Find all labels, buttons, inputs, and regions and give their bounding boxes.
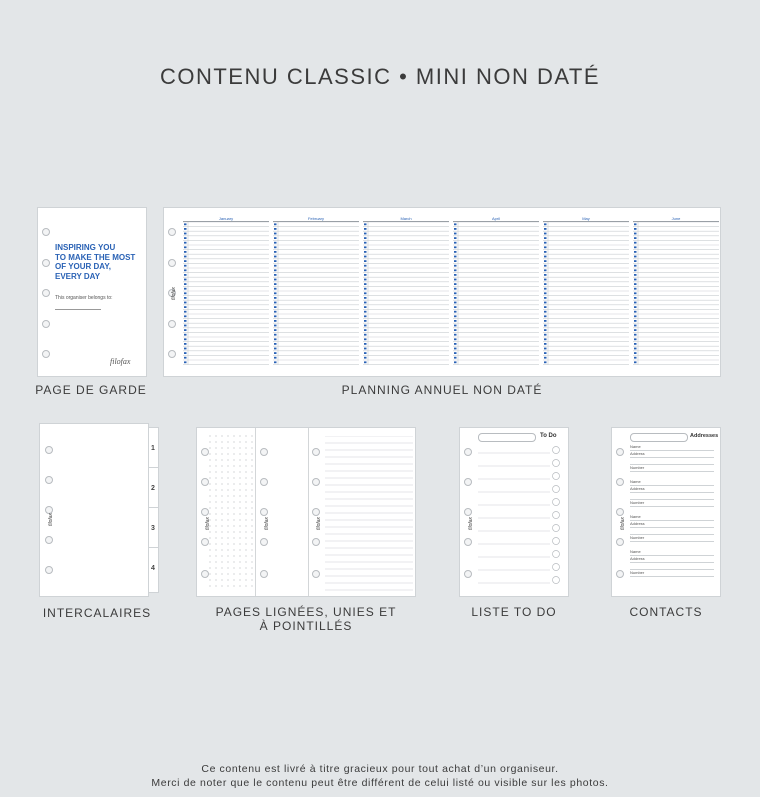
punch-hole — [45, 476, 53, 484]
page-divider-line — [308, 428, 309, 596]
punch-hole — [260, 478, 268, 486]
month-header: May — [543, 216, 629, 222]
punch-hole — [45, 536, 53, 544]
contact-name-label: Name — [630, 549, 714, 556]
contact-name-label: Name — [630, 514, 714, 521]
cover-brand-logo: filofax — [110, 357, 131, 366]
contacts-heading-box — [630, 433, 688, 442]
punch-hole — [42, 289, 50, 297]
contact-address-label: Address — [630, 521, 714, 528]
punch-hole — [42, 228, 50, 236]
punch-hole — [260, 538, 268, 546]
footer-line: Ce contenu est livré à titre gracieux pour tout achat d’un organiseur. — [201, 763, 559, 775]
cover-slogan-line: OF YOUR DAY, — [55, 262, 112, 271]
lined-page-pattern — [325, 436, 413, 592]
dotted-page-pattern — [208, 434, 254, 590]
contact-blank-line — [630, 493, 714, 500]
contact-block — [630, 514, 714, 542]
punch-hole — [168, 320, 176, 328]
contact-number-label: Number — [630, 570, 714, 577]
punch-hole — [201, 508, 209, 516]
cover-slogan — [55, 243, 147, 281]
contact-address-label: Address — [630, 486, 714, 493]
punch-hole — [464, 478, 472, 486]
notes-caption — [197, 605, 415, 633]
contacts-caption: CONTACTS — [629, 605, 703, 619]
notes-caption-line: À POINTILLÉS — [259, 619, 353, 633]
month-header: March — [363, 216, 449, 222]
punch-hole — [42, 259, 50, 267]
punch-hole — [464, 538, 472, 546]
punch-hole — [616, 478, 624, 486]
todo-heading: To Do — [540, 433, 557, 439]
divider-tab-label: 1 — [151, 445, 155, 452]
punch-hole — [168, 259, 176, 267]
notes-brand: filofax — [316, 516, 322, 530]
page-title: CONTENU CLASSIC • MINI NON DATÉ — [159, 64, 601, 89]
punch-hole — [201, 448, 209, 456]
todo-heading-box — [478, 433, 536, 442]
divider-tab-label: 2 — [151, 485, 155, 492]
footer-note — [0, 762, 760, 790]
contact-name-label: Name — [630, 479, 714, 486]
month-header: February — [273, 216, 359, 222]
cover-owner-label: This organiser belongs to: — [55, 295, 113, 301]
punch-hole — [45, 566, 53, 574]
page-divider-line — [255, 428, 256, 596]
contacts-heading: Addresses — [690, 433, 719, 439]
todo-caption: LISTE TO DO — [471, 605, 557, 619]
notes-brand: filofax — [264, 516, 270, 530]
punch-hole — [42, 350, 50, 358]
punch-hole — [168, 350, 176, 358]
cover-slogan-line: EVERY DAY — [55, 271, 101, 281]
punch-hole — [312, 538, 320, 546]
cover-caption: PAGE DE GARDE — [35, 383, 147, 397]
punch-hole — [616, 570, 624, 578]
punch-hole — [260, 448, 268, 456]
todo-brand: filofax — [468, 516, 474, 530]
dividers-caption: INTERCALAIRES — [42, 606, 152, 620]
punch-hole — [312, 570, 320, 578]
notes-caption-line: PAGES LIGNÉES, UNIES ET — [215, 605, 397, 619]
contact-address-label: Address — [630, 556, 714, 563]
footer-line: Merci de noter que le contenu peut être différent de celui listé ou visible sur les photos. — [151, 777, 609, 789]
todo-lines — [478, 444, 566, 590]
punch-hole — [464, 448, 472, 456]
month-header: January — [183, 216, 269, 222]
contact-number-label: Number — [630, 500, 714, 507]
punch-hole — [45, 446, 53, 454]
contact-blank-line — [630, 458, 714, 465]
contact-block — [630, 444, 714, 472]
contact-address-label: Address — [630, 451, 714, 458]
divider-tab-label: 3 — [151, 525, 155, 532]
planner-brand: filofax — [171, 286, 177, 300]
punch-hole — [616, 448, 624, 456]
divider-sheet — [40, 424, 148, 596]
punch-hole — [464, 508, 472, 516]
contact-blank-line — [630, 528, 714, 535]
planner-caption: PLANNING ANNUEL NON DATÉ — [341, 383, 543, 397]
contacts-brand: filofax — [620, 516, 626, 530]
punch-hole — [42, 320, 50, 328]
punch-hole — [464, 570, 472, 578]
planner-grid — [183, 222, 720, 370]
cover-owner-line — [55, 309, 101, 310]
contact-number-label: Number — [630, 535, 714, 542]
punch-hole — [616, 538, 624, 546]
contact-block — [630, 479, 714, 507]
punch-hole — [260, 570, 268, 578]
punch-hole — [201, 478, 209, 486]
punch-hole — [312, 448, 320, 456]
notes-brand: filofax — [205, 516, 211, 530]
contact-blank-line — [630, 563, 714, 570]
contact-number-label: Number — [630, 465, 714, 472]
month-header: April — [453, 216, 539, 222]
contact-block — [630, 549, 714, 577]
cover-slogan-line: INSPIRING YOU — [55, 243, 116, 252]
divider-tab-label: 4 — [151, 565, 155, 572]
punch-hole — [260, 508, 268, 516]
punch-hole — [616, 508, 624, 516]
cover-page-sheet — [38, 208, 146, 376]
month-header: June — [633, 216, 719, 222]
cover-slogan-line: TO MAKE THE MOST — [55, 252, 136, 262]
contact-name-label: Name — [630, 444, 714, 451]
divider-brand: filofax — [48, 512, 54, 526]
punch-hole — [312, 508, 320, 516]
punch-hole — [201, 570, 209, 578]
punch-hole — [168, 228, 176, 236]
punch-hole — [312, 478, 320, 486]
punch-hole — [201, 538, 209, 546]
